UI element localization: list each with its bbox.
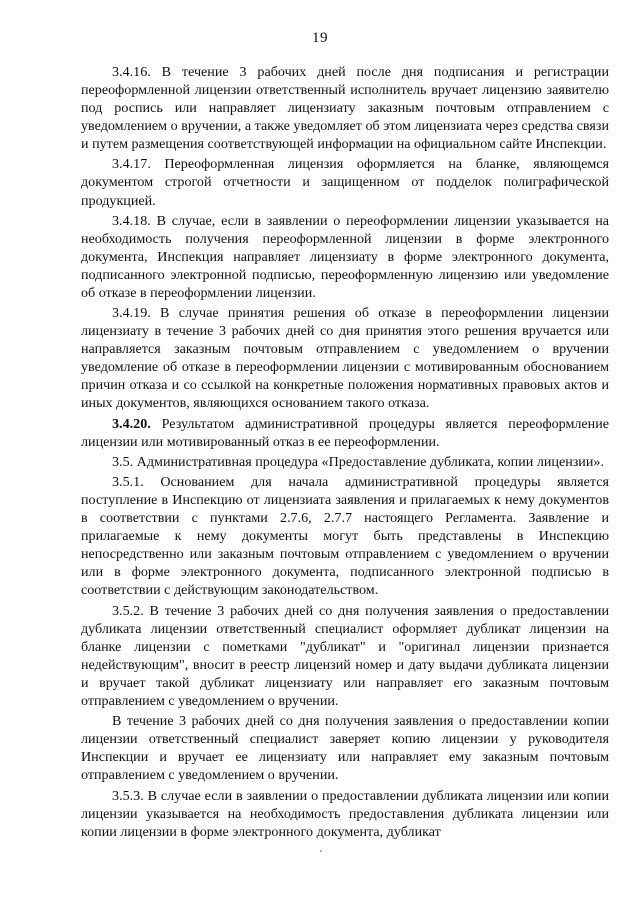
paragraph-3-5-3 — [81, 787, 609, 841]
clause-number: 3.5.2. — [112, 602, 144, 619]
scan-speck — [320, 850, 322, 852]
document-body — [81, 63, 609, 841]
clause-number: 3.4.16. — [112, 64, 151, 80]
clause-text: Результатом административной процедуры является переоформление лицензии или мотивированный отказ в ее переоформлении. — [81, 415, 609, 450]
clause-text: В случае принятия решения об отказе в переоформлении лицензии лицензиату в течение 3 рабочих дней со дня принятия этого решения вручается или направляется заказным почтовым отправлением с уведомлением о вручении уведомление об отказе в переоформлении лицензии с мотивированным обоснованием причин отказа и со ссылкой на конкретные положения нормативных правовых актов и иных документов, являющихся основанием такого отказа. — [81, 305, 609, 412]
paragraph-3-5 — [81, 453, 609, 471]
paragraph-3-5-2 — [81, 602, 609, 710]
paragraph-3-5-1 — [81, 473, 609, 599]
clause-text: В случае если в заявлении о предоставлении дубликата лицензии или копии лицензии указывается на необходимость предоставления дубликата лицензии или копии лицензии в форме электронного документа, дубликат — [81, 787, 609, 840]
clause-number: 3.5.3. — [112, 787, 144, 804]
clause-text: В течение 3 рабочих дней со дня получения заявления о предоставлении копии лицензии ответственный специалист заверяет копию лицензии у руководителя Инспекции и вручает ее лицензиату или направляет ему заказным почтовым отправлением с уведомлением о вручении. — [81, 713, 609, 784]
paragraph-copy-licence — [81, 712, 609, 784]
clause-number: 3.5. — [112, 453, 134, 470]
clause-text: В течение 3 рабочих дней после дня подписания и регистрации переоформленной лицензии ответственный исполнитель вручает лицензию заявителю под роспись или направляет лицензиату заказным почтовым отправлением с уведомлением о вручении, а также уведомляет об этом лицензиата через средства связи и путем размещения соответствующей информации на официальном сайте Инспекции. — [81, 64, 609, 153]
page-number: 19 — [312, 30, 328, 46]
paragraph-3-4-17 — [81, 155, 609, 209]
paragraph-3-4-19 — [81, 304, 609, 412]
paragraph-3-4-20 — [81, 415, 609, 451]
paragraph-3-4-16 — [81, 63, 609, 153]
clause-number: 3.5.1. — [112, 474, 144, 491]
clause-text: Переоформленная лицензия оформляется на бланке, являющемся документом строгой отчетности и защищенном от подделок полиграфической продукцией. — [81, 156, 609, 209]
clause-text: Основанием для начала административной процедуры является поступление в Инспекцию от лицензиата заявления и прилагаемых к нему документов в соответствии с пунктами 2.7.6, 2.7.7 настоящего Регламента. Заявление и прилагаемые к нему документы могут быть представлены в Инспекцию непосредственно или заказным почтовым отправлением с уведомлением о вручении или в форме электронного документа, подписанного электронной подписью в соответствии с действующим законодательством. — [81, 474, 609, 599]
clause-number: 3.4.18. — [112, 212, 151, 229]
clause-text: Административная процедура «Предоставление дубликата, копии лицензии». — [136, 453, 604, 470]
clause-number: 3.4.17. — [112, 156, 151, 173]
clause-text: В случае, если в заявлении о переоформлении лицензии указывается на необходимость получения переоформленной лицензии в форме электронного документа, Инспекция направляет лицензиату в форме электронного документа, подписанного электронной подписью, переоформленную лицензию или уведомление об отказе в переоформлении лицензии. — [81, 212, 610, 301]
clause-number: 3.4.20. — [112, 415, 151, 432]
clause-number: 3.4.19. — [112, 305, 151, 322]
paragraph-3-4-18 — [81, 212, 609, 302]
clause-text: В течение 3 рабочих дней со дня получения заявления о предоставлении дубликата лицензии ответственный специалист оформляет дубликат лицензии на бланке лицензии с пометками "дубликат" и "оригинал лицензии признается недействующим", вносит в реестр лицензий номер и дату выдачи дубликата лицензии и вручает такой дубликат лицензиату или направляет его заказным почтовым отправлением с уведомлением о вручении. — [81, 602, 609, 709]
